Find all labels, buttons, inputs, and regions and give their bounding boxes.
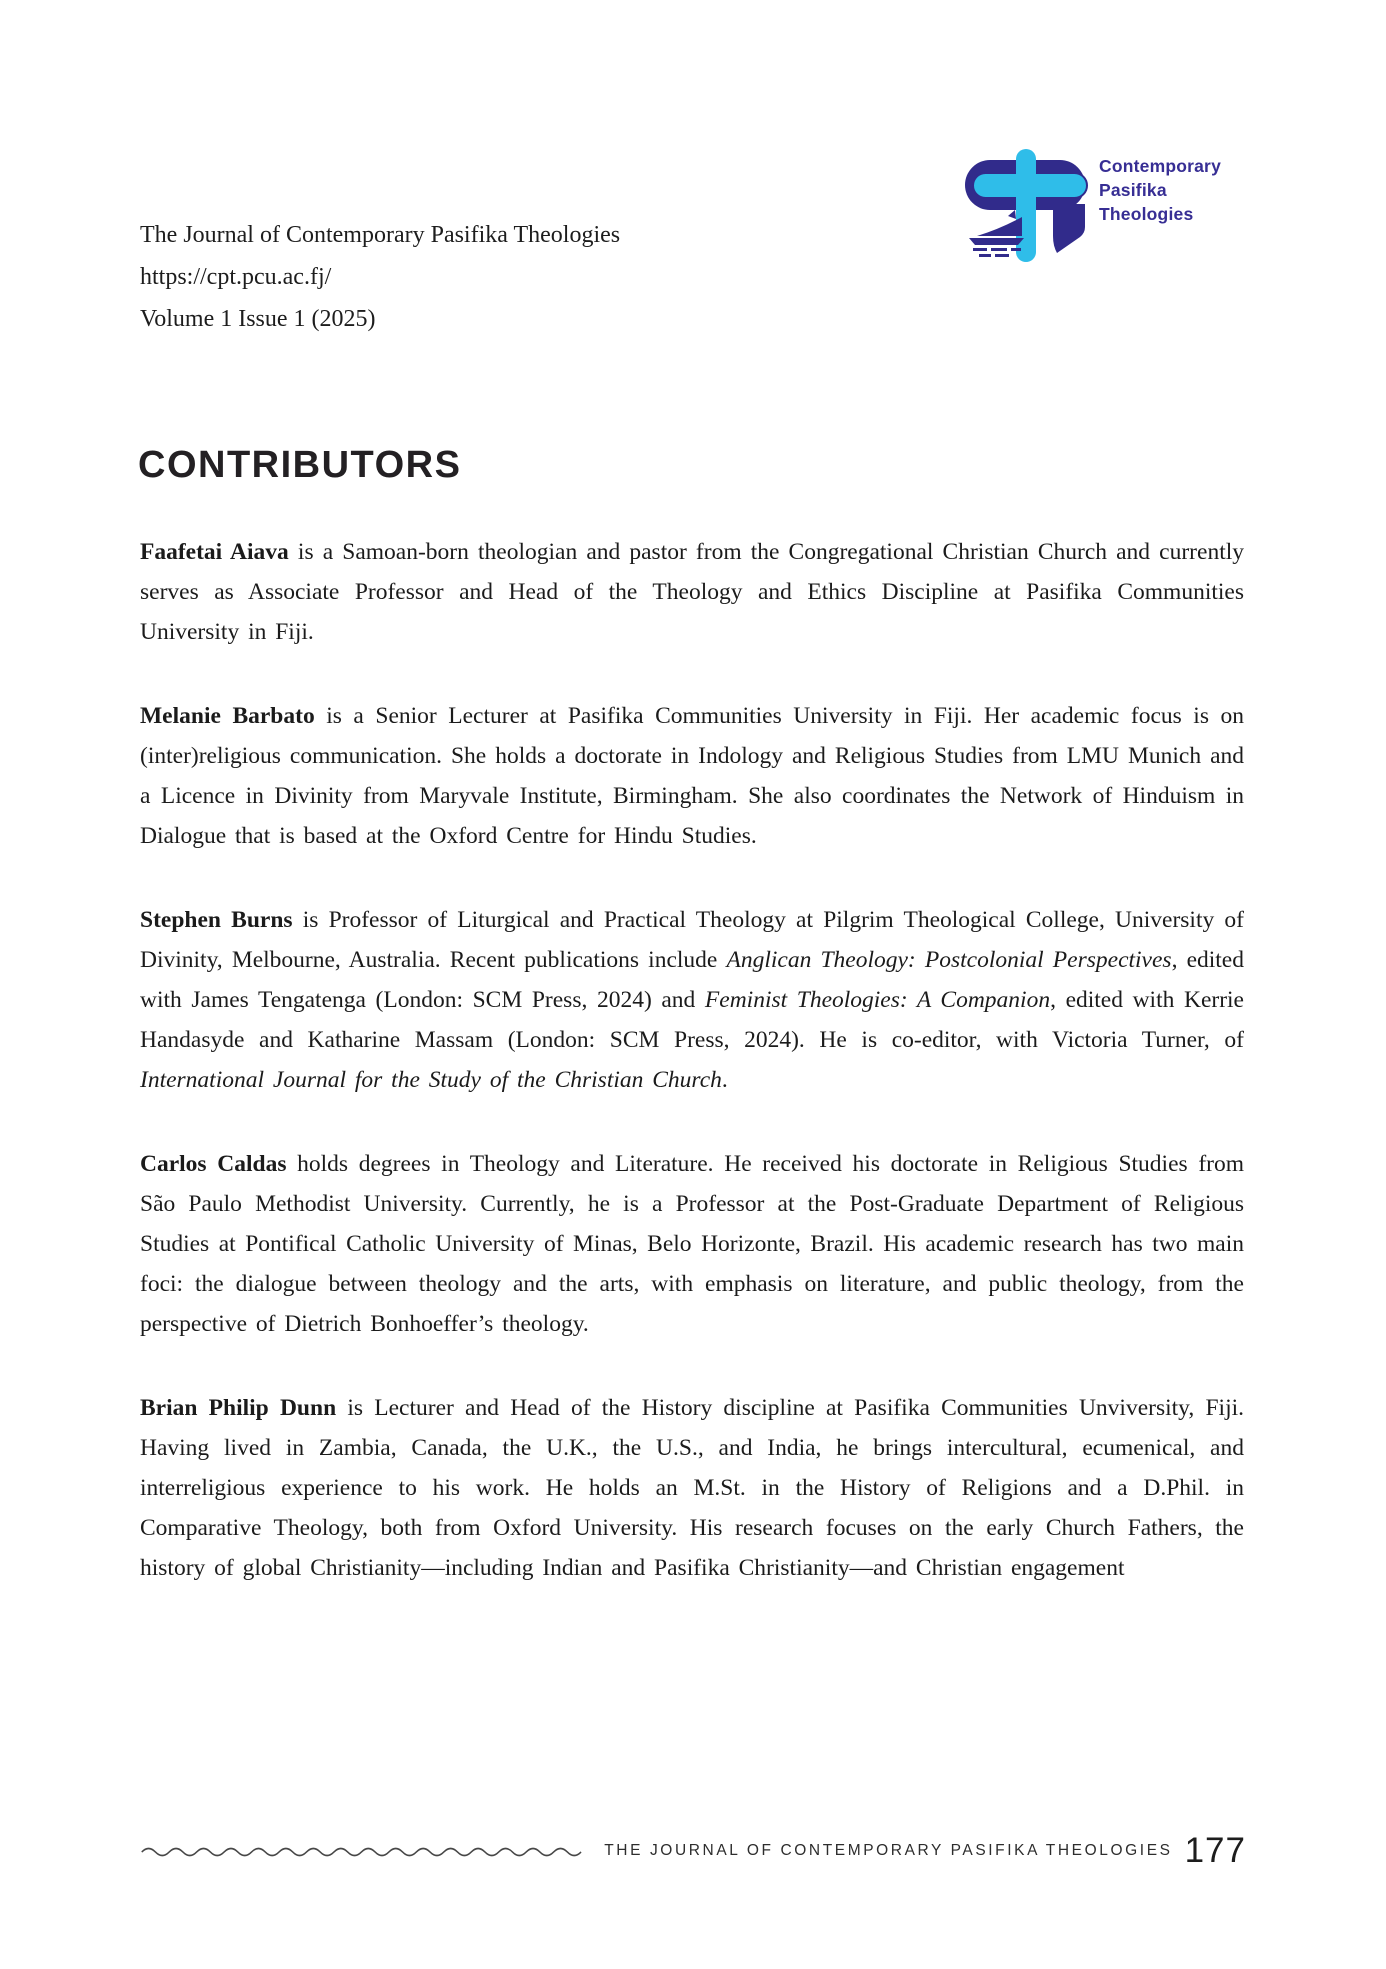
contributor-bio: Carlos Caldas holds degrees in Theology and Literature. He received his doctorate in Religious Studies from São Paulo Methodist University. Currently, he is a Professor at the Post-Graduate Department of Religious Studies at Pontifical Catholic University of Minas, Belo Horizonte, Brazil. His academic research has two main foci: the dialogue between theology and the arts, with emphasis on literature, and public theology, from the perspective of Dietrich Bonhoeffer’s theology. — [140, 1151, 1244, 1337]
contributors-section — [140, 532, 1244, 1588]
cpt-logo-monogram-icon — [953, 132, 1103, 274]
wordmark-line-1: Contemporary — [1099, 156, 1222, 176]
footer-journal-name: THE JOURNAL OF CONTEMPORARY PASIFIKA THEOLOGIES — [604, 1842, 1173, 1859]
footer-page-number: 177 — [1184, 1831, 1246, 1870]
contributor-bio: Stephen Burns is Professor of Liturgical and Practical Theology at Pilgrim Theological College, University of Divinity, Melbourne, Australia. Recent publications include Anglican Theology: Postcolonial Perspectives, edited with James Tengatenga (London: SCM Press, 2024) and Feminist Theologies: A Companion, edited with Kerrie Handasyde and Katharine Massam (London: SCM Press, 2024). He is co-editor, with Victoria Turner, of International Journal for the Study of the Christian Church. — [140, 907, 1244, 1093]
journal-masthead — [140, 214, 620, 340]
contributor-bio: Brian Philip Dunn is Lecturer and Head of the History discipline at Pasifika Communities Unviversity, Fiji. Having lived in Zambia, Canada, the U.K., the U.S., and India, he brings intercultural, ecumenical, and interreligious experience to his work. He holds an M.St. in the History of Religions and a D.Phil. in Comparative Theology, both from Oxford University. His research focuses on the early Church Fathers, the history of global Christianity—including Indian and Pasifika Christianity—and Christian engagement — [140, 1395, 1245, 1581]
cpt-logo-wordmark — [1099, 154, 1221, 226]
squiggle-divider — [140, 1845, 586, 1857]
wordmark-line-3: Theologies — [1099, 204, 1194, 224]
page-title: CONTRIBUTORS — [138, 444, 462, 486]
wordmark-line-2: Pasifika — [1099, 180, 1167, 200]
journal-title: The Journal of Contemporary Pasifika Theologies — [140, 222, 621, 248]
journal-logo — [953, 132, 1263, 274]
journal-volume-issue: Volume 1 Issue 1 (2025) — [140, 306, 376, 332]
contributor-bio: Melanie Barbato is a Senior Lecturer at Pasifika Communities University in Fiji. Her academic focus is on (inter)religious communication. She holds a doctorate in Indology and Religious Studies from LMU Munich and a Licence in Divinity from Maryvale Institute, Birmingham. She also coordinates the Network of Hinduism in Dialogue that is based at the Oxford Centre for Hindu Studies. — [140, 703, 1244, 849]
boat-icon — [969, 210, 1024, 257]
page-footer — [140, 1828, 1246, 1874]
journal-url[interactable]: https://cpt.pcu.ac.fj/ — [140, 264, 332, 290]
contributor-bio: Faafetai Aiava is a Samoan-born theologian and pastor from the Congregational Christian Church and currently serves as Associate Professor and Head of the Theology and Ethics Discipline at Pasifika Communities University in Fiji. — [140, 539, 1245, 645]
